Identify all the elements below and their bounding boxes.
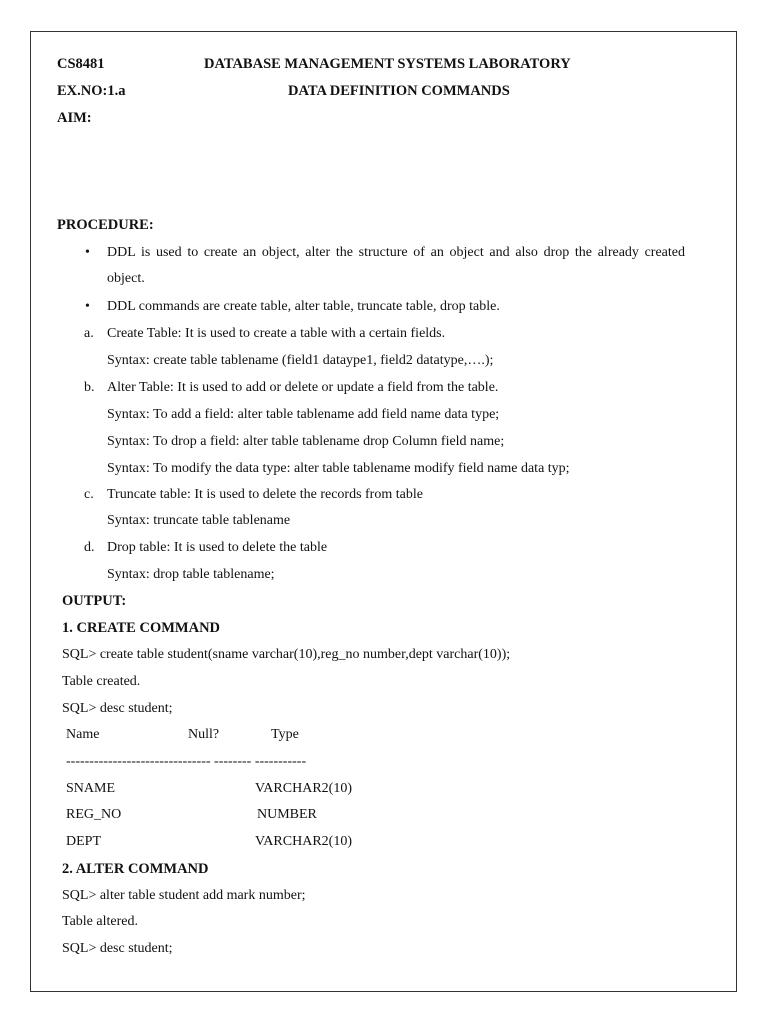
sql-line: Table created. [62, 674, 141, 689]
syntax-drop-field: Syntax: To drop a field: alter table tablename drop Column field name; [107, 434, 505, 449]
item-marker: b. [84, 380, 95, 395]
desc-separator: ------------------------------- -------- ----------- [66, 754, 307, 769]
item-marker: d. [84, 540, 95, 555]
desc-row-type: VARCHAR2(10) [255, 781, 352, 796]
desc-row-name: SNAME [66, 781, 116, 796]
syntax-modify-type: Syntax: To modify the data type: alter table tablename modify field name data typ; [107, 461, 570, 476]
procedure-bullet-1: DDL is used to create an object, alter the structure of an object and also drop the already created object. [107, 245, 685, 286]
desc-row-name: DEPT [66, 834, 101, 849]
sql-line: SQL> desc student; [62, 701, 173, 716]
item-truncate-table: Truncate table: It is used to delete the records from table [107, 487, 423, 502]
desc-row-type: VARCHAR2(10) [255, 834, 352, 849]
syntax-drop: Syntax: drop table tablename; [107, 567, 275, 582]
desc-row-name: REG_NO [66, 807, 122, 822]
sql-line: Table altered. [62, 914, 138, 929]
bullet-icon: • [85, 299, 90, 314]
syntax-create-table: Syntax: create table tablename (field1 dataype1, field2 datatype,….); [107, 353, 494, 368]
exercise-number: EX.NO:1.a [57, 83, 126, 99]
desc-header-null: Null? [188, 727, 220, 742]
desc-row-type: NUMBER [257, 807, 317, 822]
exercise-title: DATA DEFINITION COMMANDS [288, 83, 510, 99]
item-marker: c. [84, 487, 94, 502]
desc-header-name: Name [66, 727, 100, 742]
aim-label: AIM: [57, 110, 92, 126]
desc-header-type: Type [271, 727, 299, 742]
sql-line: SQL> create table student(sname varchar(10),reg_no number,dept varchar(10)); [62, 647, 511, 662]
output-heading: OUTPUT: [62, 593, 127, 609]
lab-title: DATABASE MANAGEMENT SYSTEMS LABORATORY [204, 56, 571, 72]
syntax-add-field: Syntax: To add a field: alter table tablename add field name data type; [107, 407, 500, 422]
bullet-icon: • [85, 245, 90, 260]
item-alter-table: Alter Table: It is used to add or delete or update a field from the table. [107, 380, 499, 395]
create-command-heading: 1. CREATE COMMAND [62, 620, 221, 636]
alter-command-heading: 2. ALTER COMMAND [62, 861, 209, 877]
procedure-heading: PROCEDURE: [57, 217, 154, 233]
item-drop-table: Drop table: It is used to delete the table [107, 540, 328, 555]
sql-line: SQL> alter table student add mark number; [62, 888, 306, 903]
syntax-truncate: Syntax: truncate table tablename [107, 513, 291, 528]
sql-line: SQL> desc student; [62, 941, 173, 956]
procedure-bullet-2: DDL commands are create table, alter table, truncate table, drop table. [107, 299, 500, 314]
course-code: CS8481 [57, 56, 105, 72]
item-marker: a. [84, 326, 94, 341]
item-create-table: Create Table: It is used to create a table with a certain fields. [107, 326, 446, 341]
